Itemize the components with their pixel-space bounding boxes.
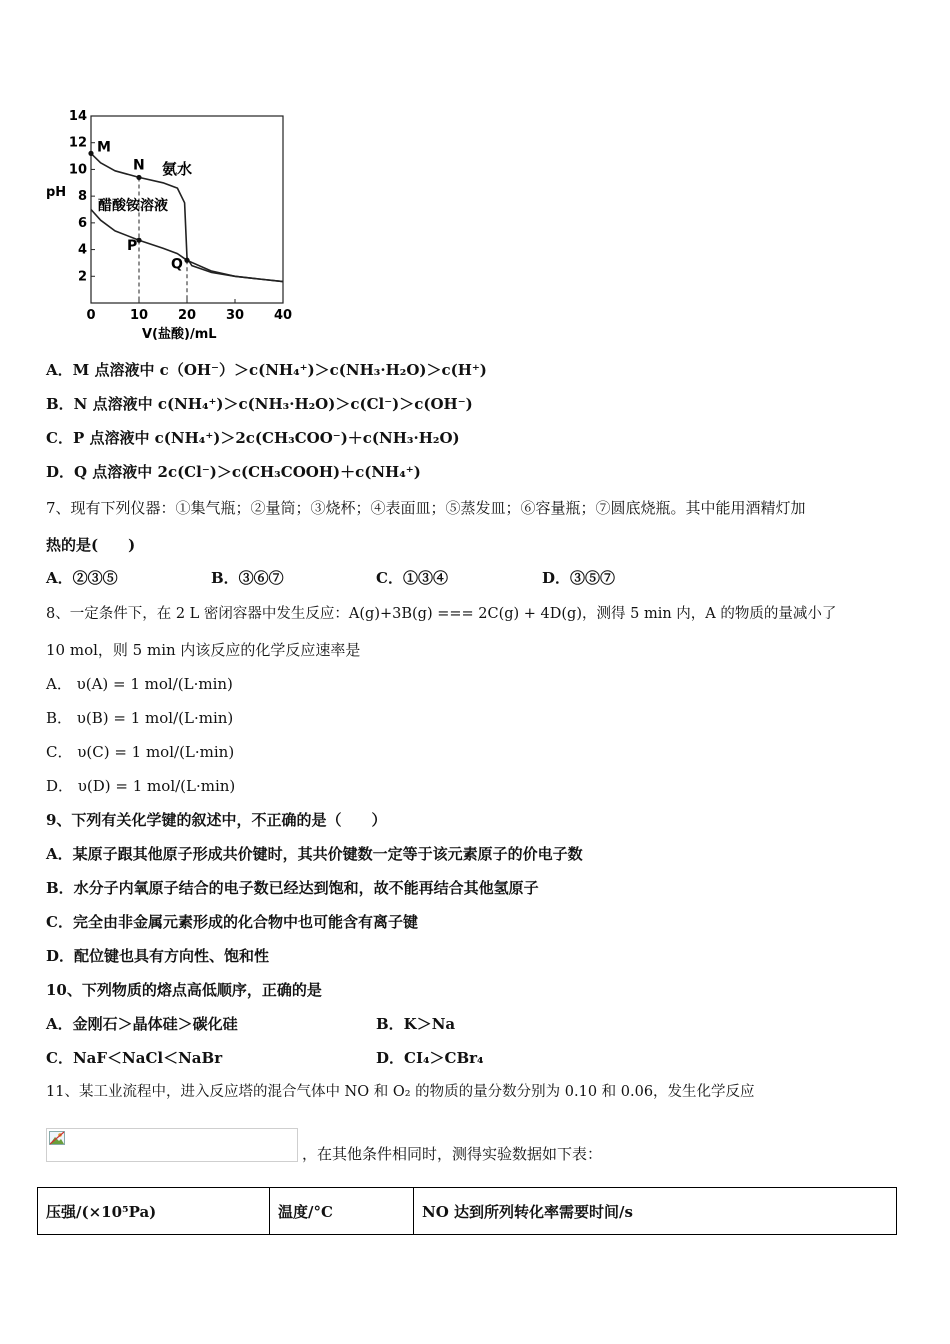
- q11-after-image-text: ，在其他条件相同时，测得实验数据如下表：: [302, 1145, 603, 1163]
- q10-stem: 10、下列物质的熔点高低顺序，正确的是: [46, 981, 322, 999]
- q9-stem: 9、下列有关化学键的叙述中，不正确的是（ ）: [46, 811, 387, 829]
- ph-titration-chart: [40, 104, 310, 344]
- q8-option-c: C． υ(C) = 1 mol/(L·min): [46, 743, 235, 761]
- q7-option-c: C．①③④: [376, 569, 448, 587]
- y-axis-label: pH: [46, 185, 67, 200]
- q10-option-b: B．K＞Na: [376, 1015, 456, 1033]
- x-tick-label: 0: [86, 308, 96, 323]
- broken-image-icon: [49, 1131, 65, 1145]
- y-tick-label: 10: [68, 162, 87, 178]
- q11-data-table: [37, 1187, 897, 1235]
- q8-option-a: A． υ(A) = 1 mol/(L·min): [46, 675, 233, 693]
- curve-label-ammonia: 氨水: [162, 160, 193, 178]
- q7-option-a: A．②③⑤: [46, 569, 118, 587]
- q9-option-a: A．某原子跟其他原子形成共价键时，其共价键数一定等于该元素原子的价电子数: [46, 845, 583, 863]
- y-tick-label: 2: [77, 269, 87, 285]
- q7-stem-line2: 热的是( ): [46, 536, 136, 554]
- q6-option-a: A．M 点溶液中 c（OH⁻）＞c(NH₄⁺)＞c(NH₃·H₂O)＞c(H⁺): [46, 361, 487, 379]
- q6-option-d: D．Q 点溶液中 2c(Cl⁻)＞c(CH₃COOH)＋c(NH₄⁺): [46, 463, 421, 481]
- q6-option-b: B．N 点溶液中 c(NH₄⁺)＞c(NH₃·H₂O)＞c(Cl⁻)＞c(OH⁻): [46, 395, 473, 413]
- x-axis-label: V(盐酸)/mL: [142, 327, 217, 342]
- q9-option-c: C．完全由非金属元素形成的化合物中也可能含有离子键: [46, 913, 418, 931]
- q9-option-b: B．水分子内氧原子结合的电子数已经达到饱和，故不能再结合其他氢原子: [46, 879, 539, 897]
- q6-option-c: C．P 点溶液中 c(NH₄⁺)＞2c(CH₃COO⁻)＋c(NH₃·H₂O): [46, 429, 460, 447]
- q9-option-d: D．配位键也具有方向性、饱和性: [46, 947, 270, 965]
- y-tick-label: 4: [77, 242, 87, 258]
- table-header-time: NO 达到所列转化率需要时间/s: [414, 1188, 897, 1235]
- point-label-p: P: [127, 238, 138, 255]
- q7-stem-line1: 7、现有下列仪器：①集气瓶；②量筒；③烧杯；④表面皿；⑤蒸发皿；⑥容量瓶；⑦圆底烧瓶。其中能用酒精灯加: [46, 499, 806, 517]
- q11-stem: 11、某工业流程中，进入反应塔的混合气体中 NO 和 O₂ 的物质的量分数分别为 0.10 和 0.06，发生化学反应: [46, 1084, 755, 1100]
- y-tick-label: 6: [77, 215, 87, 231]
- x-tick-label: 20: [177, 308, 197, 323]
- x-tick-label: 30: [225, 308, 245, 323]
- q8-stem-line1: 8、一定条件下，在 2 L 密闭容器中发生反应：A(g)+3B(g) === 2C(g) + 4D(g)，测得 5 min 内，A 的物质的量减小了: [46, 606, 837, 622]
- point-label-q: Q: [171, 256, 183, 273]
- x-tick-label: 10: [129, 308, 149, 323]
- q8-stem-line2: 10 mol，则 5 min 内该反应的化学反应速率是: [46, 641, 361, 659]
- q10-option-d: D．CI₄＞CBr₄: [376, 1049, 484, 1067]
- q10-option-a: A．金刚石＞晶体硅＞碳化硅: [46, 1015, 238, 1033]
- point-label-n: N: [133, 157, 145, 174]
- x-tick-label: 40: [273, 308, 293, 323]
- q7-option-d: D．③⑤⑦: [542, 569, 616, 587]
- q8-option-d: D． υ(D) = 1 mol/(L·min): [46, 777, 236, 795]
- q7-option-b: B．③⑥⑦: [211, 569, 284, 587]
- point-label-m: M: [97, 139, 111, 156]
- point-n: [136, 175, 141, 180]
- table-header-row: [38, 1188, 897, 1235]
- point-m: [88, 151, 93, 156]
- table-header-temperature: 温度/°C: [270, 1188, 414, 1235]
- y-tick-label: 12: [68, 135, 87, 151]
- q10-option-c: C．NaF＜NaCl＜NaBr: [46, 1049, 223, 1067]
- curve-label-ammonium-acetate: 醋酸铵溶液: [98, 198, 168, 214]
- broken-image-placeholder: [46, 1128, 298, 1162]
- q8-option-b: B． υ(B) = 1 mol/(L·min): [46, 709, 234, 727]
- table-header-pressure: 压强/(×10⁵Pa): [38, 1188, 270, 1235]
- point-q: [184, 258, 189, 263]
- y-tick-label: 8: [77, 189, 87, 205]
- y-tick-label: 14: [68, 109, 87, 124]
